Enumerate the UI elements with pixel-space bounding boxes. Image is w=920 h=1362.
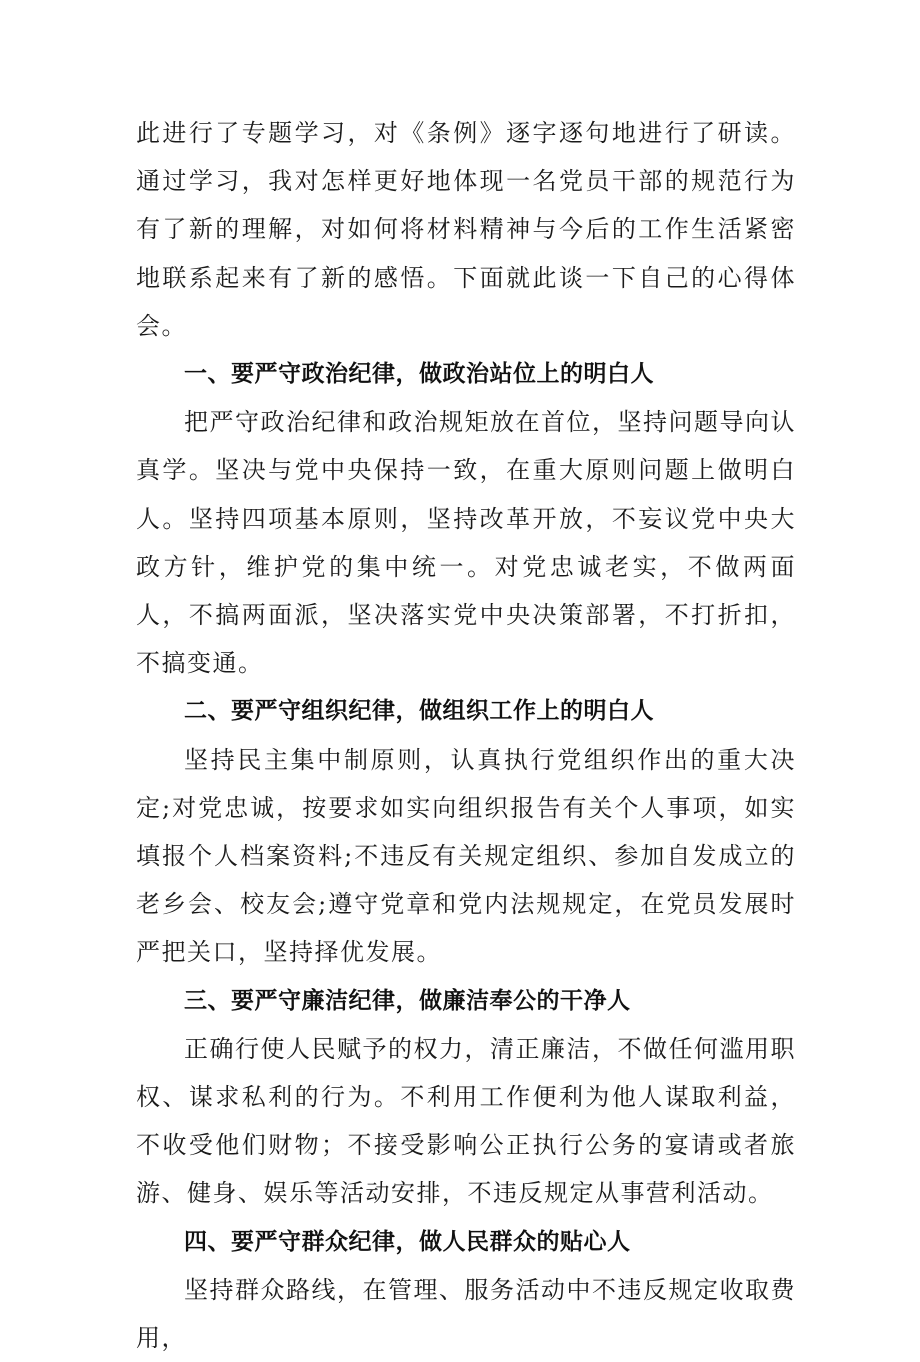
- section-heading-political-discipline: 一、要严守政治纪律，做政治站位上的明白人: [184, 361, 654, 388]
- section-heading-organizational-discipline: 二、要严守组织纪律，做组织工作上的明白人: [184, 698, 654, 725]
- section-body-mass-discipline: 坚持群众路线，在管理、服务活动中不违反规定收取费用，: [136, 1275, 796, 1353]
- section-body-integrity-discipline: 正确行使人民赋予的权力，清正廉洁，不做任何滥用职权、谋求私利的行为。不利用工作便利为他人谋取利益，不收受他们财物；不接受影响公正执行公务的宴请或者旅游、健身、娱乐等活动安排，不违反规定从事营利活动。: [136, 1034, 796, 1208]
- section-heading-mass-discipline: 四、要严守群众纪律，做人民群众的贴心人: [184, 1228, 631, 1255]
- document-body: [136, 109, 796, 1362]
- intro-paragraph: 此进行了专题学习，对《条例》逐字逐句地进行了研读。通过学习，我对怎样更好地体现一名党员干部的规范行为有了新的理解，对如何将材料精神与今后的工作生活紧密地联系起来有了新的感悟。下面就此谈一下自己的心得体会。: [136, 119, 796, 340]
- section-body-political-discipline: 把严守政治纪律和政治规矩放在首位，坚持问题导向认真学。坚决与党中央保持一致，在重大原则问题上做明白人。坚持四项基本原则，坚持改革开放，不妄议党中央大政方针，维护党的集中统一。对党忠诚老实，不做两面人，不搞两面派，坚决落实党中央决策部署，不打折扣，不搞变通。: [136, 408, 796, 678]
- section-heading-integrity-discipline: 三、要严守廉洁纪律，做廉洁奉公的干净人: [184, 987, 631, 1014]
- section-body-organizational-discipline: 坚持民主集中制原则，认真执行党组织作出的重大决定;对党忠诚，按要求如实向组织报告有关个人事项，如实填报个人档案资料;不违反有关规定组织、参加自发成立的老乡会、校友会;遵守党章和党内法规规定，在党员发展时严把关口，坚持择优发展。: [136, 745, 796, 967]
